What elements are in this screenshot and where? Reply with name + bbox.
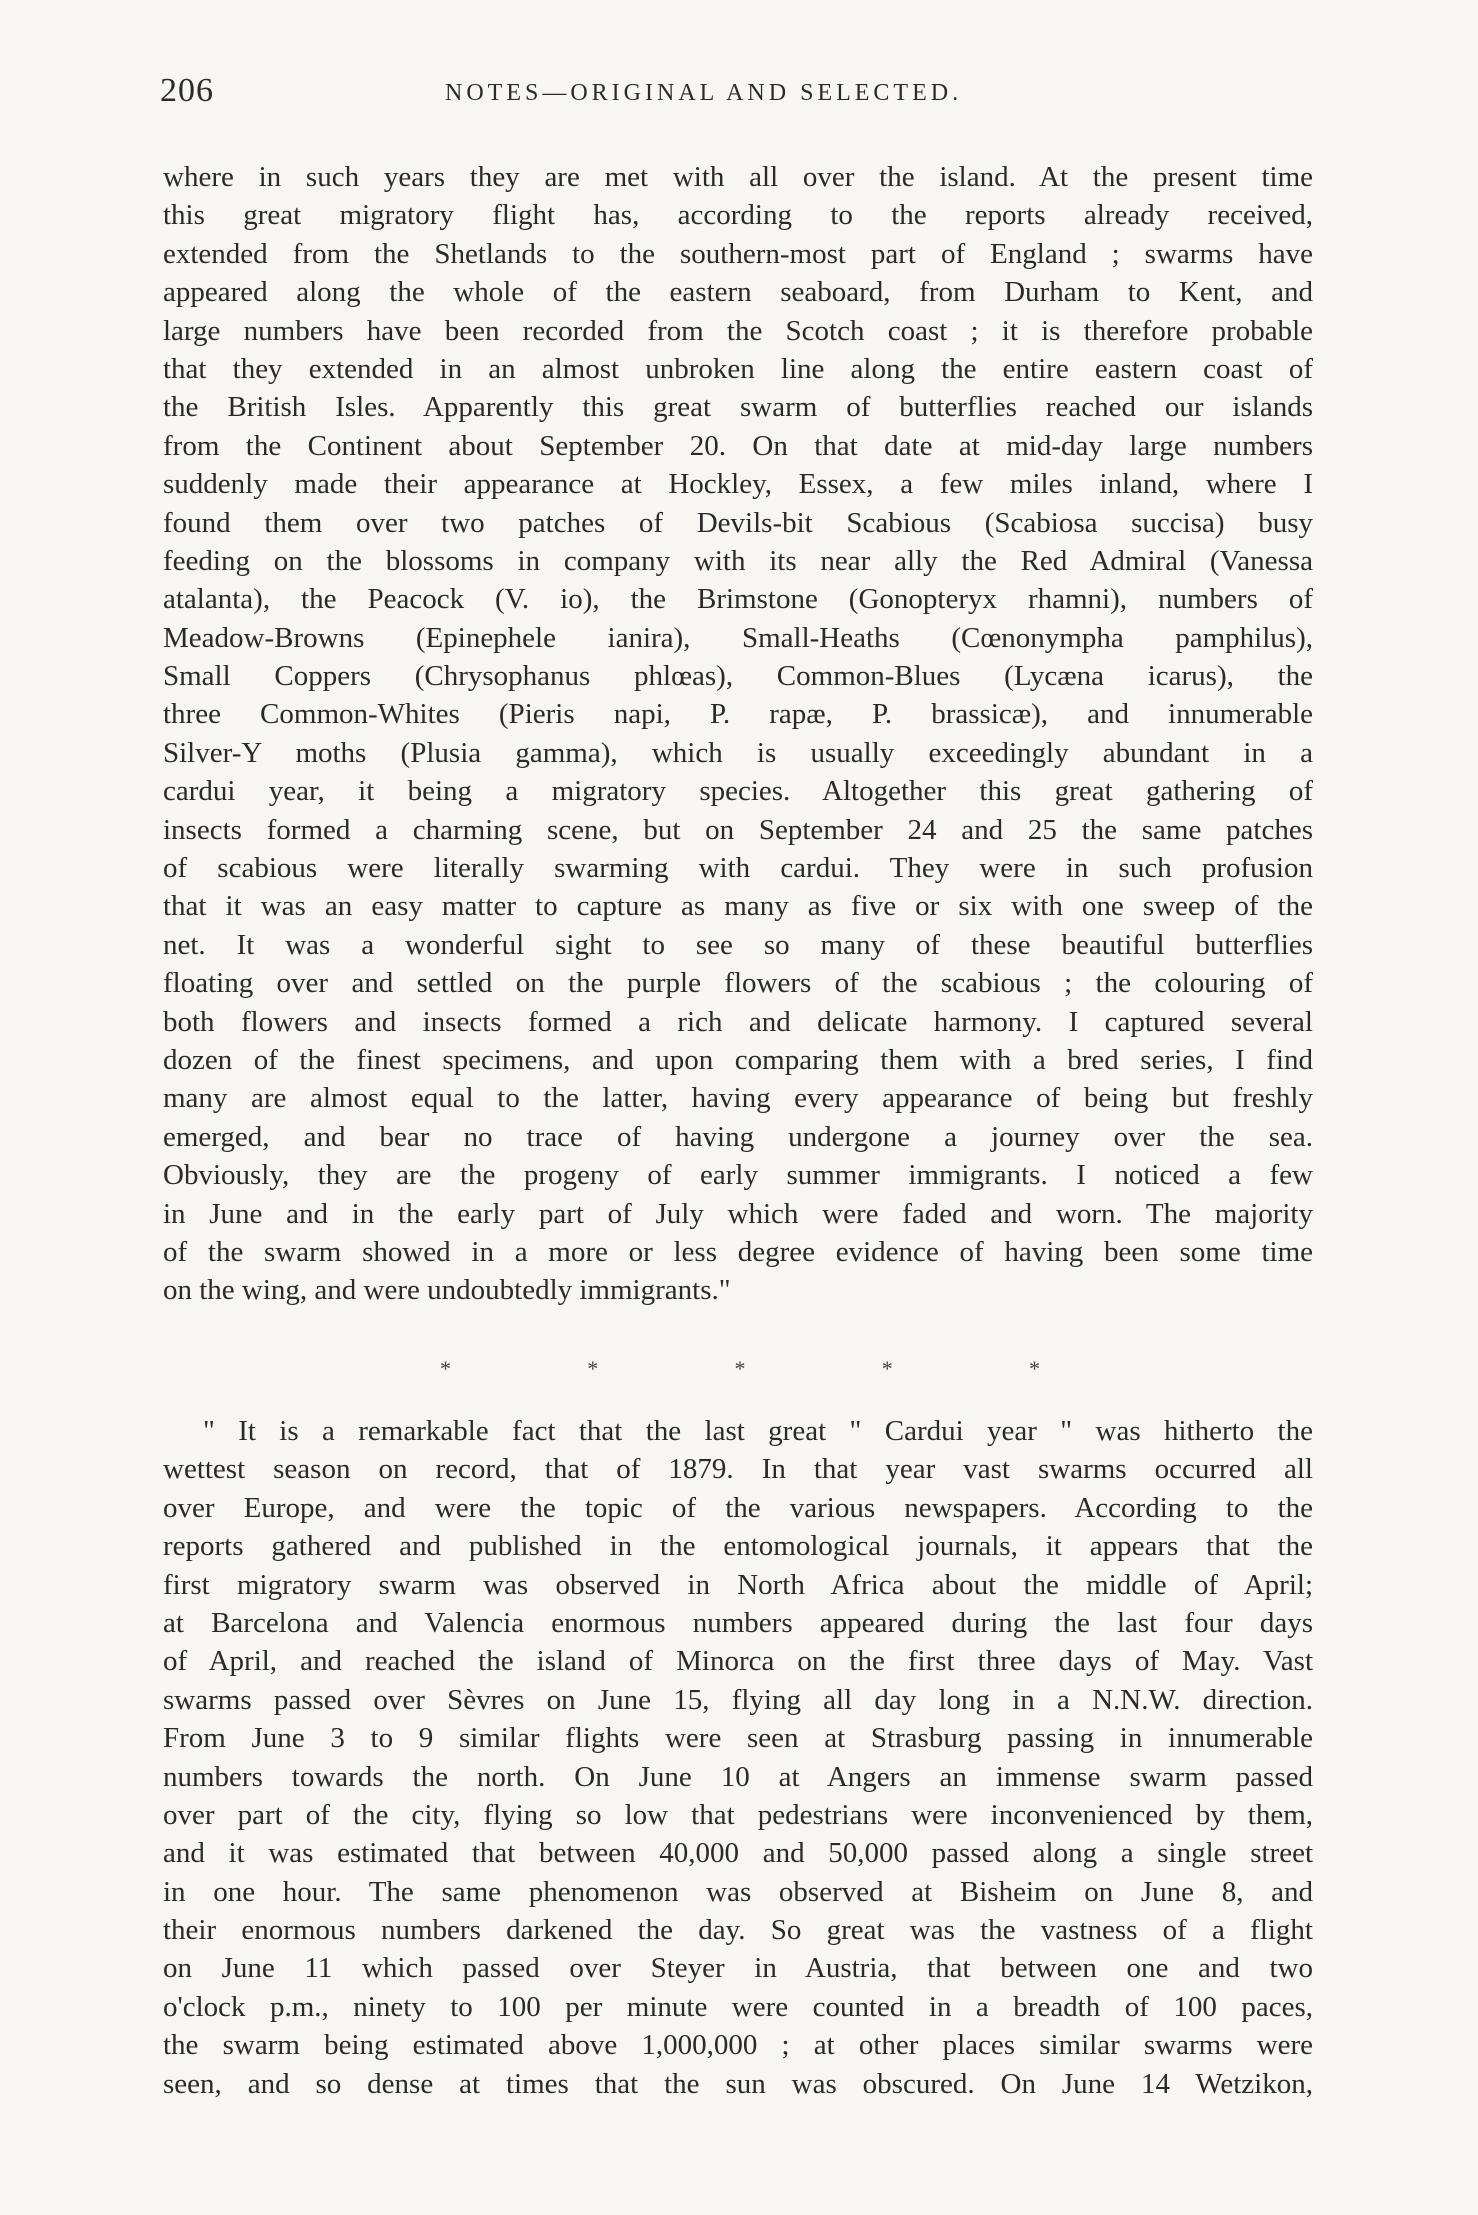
page-number: 206 xyxy=(160,72,214,109)
page-header xyxy=(160,72,1325,112)
text-line: this great migratory flight has, according to the reports already received, xyxy=(163,199,1313,232)
text-line: seen, and so dense at times that the sun was obscured. On June 14 Wetzikon, xyxy=(163,2067,1313,2100)
text-line: dozen of the finest specimens, and upon comparing them with a bred series, I find xyxy=(163,1043,1313,1076)
text-line: in June and in the early part of July which were faded and worn. The majority xyxy=(163,1197,1313,1230)
text-line: numbers towards the north. On June 10 at Angers an immense swarm passed xyxy=(163,1760,1313,1793)
text-line: on June 11 which passed over Steyer in Austria, that between one and two xyxy=(163,1952,1313,1985)
text-line: and it was estimated that between 40,000 and 50,000 passed along a single street xyxy=(163,1837,1313,1870)
text-line: of scabious were literally swarming with cardui. They were in such profusion xyxy=(163,852,1313,885)
text-line: From June 3 to 9 similar flights were seen at Strasburg passing in innumerable xyxy=(163,1722,1313,1755)
text-line: wettest season on record, that of 1879. In that year vast swarms occurred all xyxy=(163,1453,1313,1486)
text-line: both flowers and insects formed a rich and delicate harmony. I captured several xyxy=(163,1005,1313,1038)
section-separator xyxy=(440,1356,1040,1386)
text-line: found them over two patches of Devils-bit Scabious (Scabiosa succisa) busy xyxy=(163,506,1313,539)
running-head: NOTES—ORIGINAL AND SELECTED. xyxy=(445,80,963,106)
text-line: large numbers have been recorded from the Scotch coast ; it is therefore probable xyxy=(163,314,1313,347)
text-line: emerged, and bear no trace of having undergone a journey over the sea. xyxy=(163,1120,1313,1153)
text-line: that it was an easy matter to capture as many as five or six with one sweep of the xyxy=(163,890,1313,923)
text-line: their enormous numbers darkened the day. So great was the vastness of a flight xyxy=(163,1914,1313,1947)
asterisk: * xyxy=(587,1356,599,1381)
text-line: over part of the city, flying so low that pedestrians were inconvenienced by them, xyxy=(163,1798,1313,1831)
text-line: from the Continent about September 20. On that date at mid-day large numbers xyxy=(163,429,1313,462)
text-line: Meadow-Browns (Epinephele ianira), Small-Heaths (Cœnonympha pamphilus), xyxy=(163,621,1313,654)
text-line: on the wing, and were undoubtedly immigrants." xyxy=(163,1274,731,1307)
text-line: net. It was a wonderful sight to see so many of these beautiful butterflies xyxy=(163,928,1313,961)
text-line: three Common-Whites (Pieris napi, P. rapæ, P. brassicæ), and innumerable xyxy=(163,698,1313,731)
text-line: in one hour. The same phenomenon was observed at Bisheim on June 8, and xyxy=(163,1875,1313,1908)
text-line: first migratory swarm was observed in North Africa about the middle of April; xyxy=(163,1568,1313,1601)
text-line: of April, and reached the island of Minorca on the first three days of May. Vast xyxy=(163,1645,1313,1678)
text-line: Obviously, they are the progeny of early summer immigrants. I noticed a few xyxy=(163,1159,1313,1192)
text-line: o'clock p.m., ninety to 100 per minute were counted in a breadth of 100 paces, xyxy=(163,1990,1313,2023)
text-line: " It is a remarkable fact that the last great " Cardui year " was hitherto the xyxy=(203,1415,1313,1447)
text-line: of the swarm showed in a more or less degree evidence of having been some time xyxy=(163,1235,1313,1268)
text-line: Silver-Y moths (Plusia gamma), which is usually exceedingly abundant in a xyxy=(163,736,1313,769)
text-line: over Europe, and were the topic of the various newspapers. According to the xyxy=(163,1491,1313,1524)
asterisk: * xyxy=(881,1356,893,1381)
text-line: appeared along the whole of the eastern seaboard, from Durham to Kent, and xyxy=(163,276,1313,309)
text-line: where in such years they are met with all over the island. At the present time xyxy=(163,161,1313,193)
text-line: atalanta), the Peacock (V. io), the Brimstone (Gonopteryx rhamni), numbers of xyxy=(163,583,1313,616)
text-line: insects formed a charming scene, but on September 24 and 25 the same patches xyxy=(163,813,1313,846)
asterisk: * xyxy=(1029,1356,1040,1381)
asterisk: * xyxy=(440,1356,451,1381)
text-line: reports gathered and published in the entomological journals, it appears that the xyxy=(163,1530,1313,1563)
text-line: extended from the Shetlands to the southern-most part of England ; swarms have xyxy=(163,237,1313,270)
paragraph-quotation xyxy=(163,1412,1313,2103)
text-line: cardui year, it being a migratory species. Altogether this great gathering of xyxy=(163,775,1313,808)
text-line: that they extended in an almost unbroken line along the entire eastern coast of xyxy=(163,352,1313,385)
asterisk: * xyxy=(734,1356,746,1381)
text-line: suddenly made their appearance at Hockley, Essex, a few miles inland, where I xyxy=(163,468,1313,501)
text-line: Small Coppers (Chrysophanus phlœas), Common-Blues (Lycæna icarus), the xyxy=(163,660,1313,693)
text-line: the swarm being estimated above 1,000,000 ; at other places similar swarms were xyxy=(163,2029,1313,2062)
text-line: swarms passed over Sèvres on June 15, flying all day long in a N.N.W. direction. xyxy=(163,1683,1313,1716)
paragraph-continued xyxy=(163,158,1313,1310)
text-line: feeding on the blossoms in company with its near ally the Red Admiral (Vanessa xyxy=(163,544,1313,577)
text-line: the British Isles. Apparently this great swarm of butterflies reached our islands xyxy=(163,391,1313,424)
text-line: floating over and settled on the purple flowers of the scabious ; the colouring of xyxy=(163,967,1313,1000)
text-line: at Barcelona and Valencia enormous numbers appeared during the last four days xyxy=(163,1606,1313,1639)
text-line: many are almost equal to the latter, having every appearance of being but freshly xyxy=(163,1082,1313,1115)
